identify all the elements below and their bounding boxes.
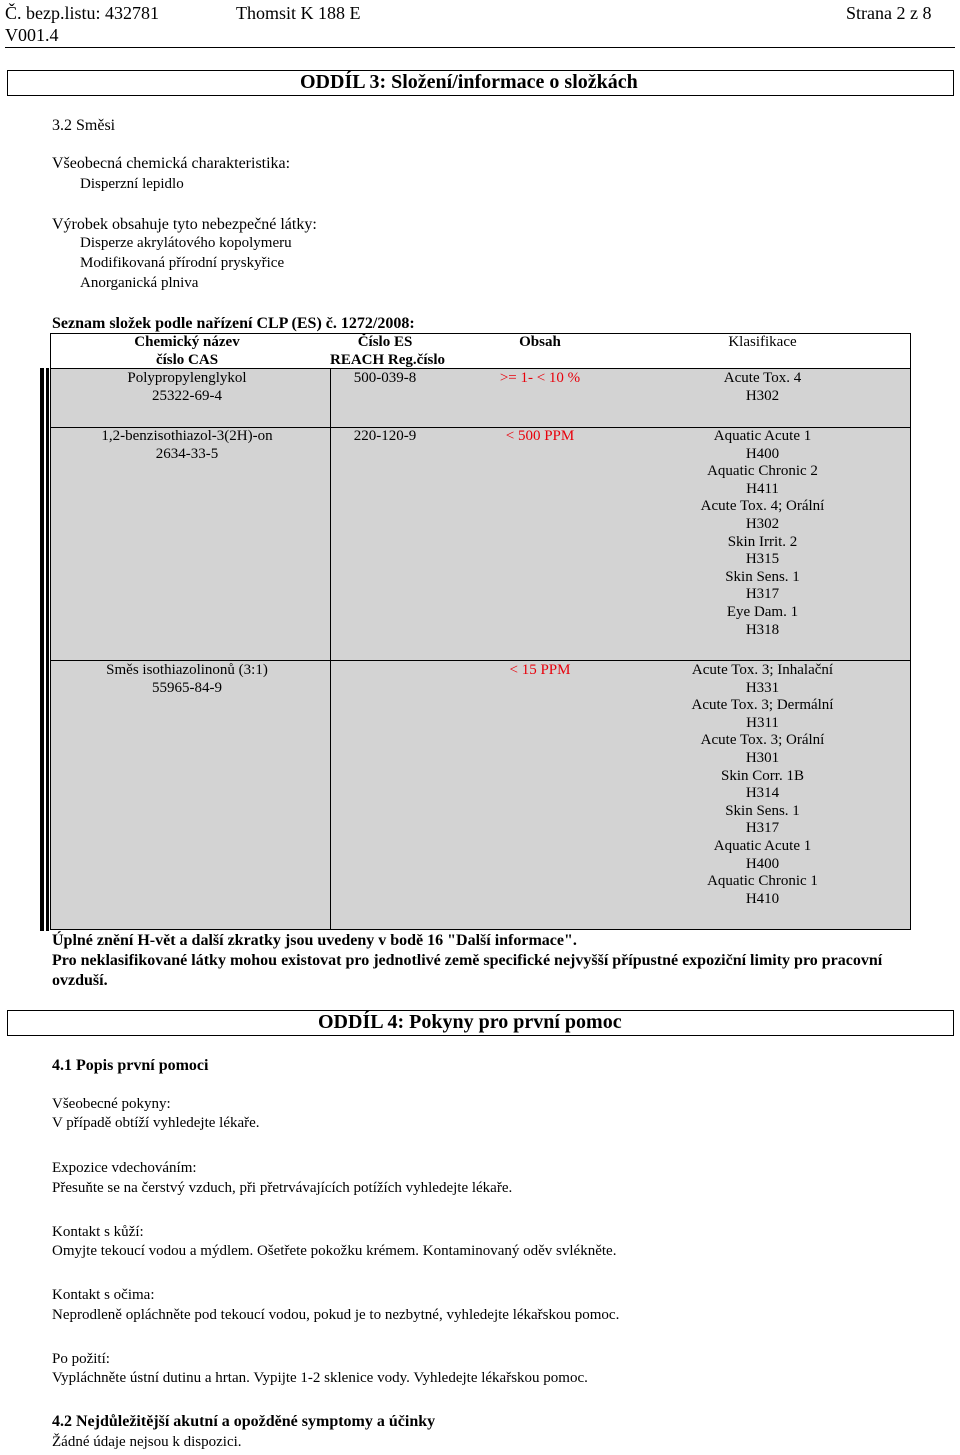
sheet-number: Č. bezp.listu: 432781: [5, 3, 159, 23]
component-name: Polypropylenglykol 25322-69-4: [127, 370, 247, 404]
page-number: Strana 2 z 8: [846, 3, 932, 23]
content-range: < 15 PPM: [509, 662, 571, 678]
component-list-title: Seznam složek podle nařízení CLP (ES) č. 1272/2008:: [52, 315, 415, 332]
first-aid-label: Expozice vdechováním:: [52, 1160, 197, 1176]
change-marker: [40, 368, 44, 931]
first-aid-label: Kontakt s očima:: [52, 1287, 155, 1303]
column-divider: [330, 427, 331, 661]
header-content: Obsah: [519, 334, 561, 350]
exposure-limits-note-cont: ovzduší.: [52, 972, 108, 989]
first-aid-text: Přesuňte se na čerstvý vzduch, při přetrvávajících potížích vyhledejte lékaře.: [52, 1180, 513, 1196]
content-range: < 500 PPM: [505, 428, 575, 444]
es-number: 500-039-8: [353, 370, 417, 386]
es-number: 220-120-9: [353, 428, 417, 444]
change-marker: [46, 368, 49, 931]
section4-2-text: Žádné údaje nejsou k dispozici.: [52, 1434, 242, 1450]
header-es: Číslo ES REACH Reg.číslo: [330, 334, 445, 368]
exposure-limits-note: Pro neklasifikované látky mohou existovat pro jednotlivé země specifické nejvyšší přípustné expoziční limity pro pracovní: [52, 952, 883, 969]
hazard-item: Modifikovaná přírodní pryskyřice: [80, 255, 285, 271]
general-label: Všeobecná chemická charakteristika:: [52, 155, 291, 172]
general-value: Disperzní lepidlo: [80, 176, 184, 192]
section3-title: ODDÍL 3: Složení/informace o složkách: [300, 71, 638, 93]
column-divider: [330, 660, 331, 930]
h-phrases-note: Úplné znění H-vět a další zkratky jsou uvedeny v bodě 16 "Další informace".: [52, 932, 577, 949]
first-aid-text: Vypláchněte ústní dutinu a hrtan. Vypijte 1-2 sklenice vody. Vyhledejte lékařskou pomoc.: [52, 1370, 588, 1386]
hazard-item: Anorganická plniva: [80, 275, 199, 291]
first-aid-label: Všeobecné pokyny:: [52, 1096, 171, 1112]
header-rule: [5, 47, 955, 48]
first-aid-text: Neprodleně opláchněte pod tekoucí vodou, pokud je to nezbytné, vyhledejte lékařskou pomoc.: [52, 1307, 620, 1323]
first-aid-text: Omyjte tekoucí vodou a mýdlem. Ošetřete pokožku krémem. Kontaminovaný oděv svlékněte.: [52, 1243, 617, 1259]
version: V001.4: [5, 25, 59, 45]
header-classification: Klasifikace: [728, 334, 797, 350]
content-range: >= 1- < 10 %: [499, 370, 581, 386]
classification-list: Aquatic Acute 1 H400 Aquatic Chronic 2 H411 Acute Tox. 4; Orální H302 Skin Irrit. 2 H315 Skin Sens. 1 H317 Eye Dam. 1 H318: [700, 428, 825, 638]
component-name: 1,2-benzisothiazol-3(2H)-on 2634-33-5: [101, 428, 273, 462]
section4-subheading: 4.1 Popis první pomoci: [52, 1057, 209, 1074]
component-name: Směs isothiazolinonů (3:1) 55965-84-9: [106, 662, 268, 696]
first-aid-text: V případě obtíží vyhledejte lékaře.: [52, 1115, 260, 1131]
product-name: Thomsit K 188 E: [236, 3, 361, 23]
section4-2-heading: 4.2 Nejdůležitější akutní a opožděné symptomy a účinky: [52, 1413, 436, 1430]
hazard-label: Výrobek obsahuje tyto nebezpečné látky:: [52, 216, 317, 233]
classification-list: Acute Tox. 4 H302: [723, 370, 802, 404]
section4-title: ODDÍL 4: Pokyny pro první pomoc: [318, 1011, 622, 1033]
classification-list: Acute Tox. 3; Inhalační H331 Acute Tox. 3; Dermální H311 Acute Tox. 3; Orální H301 Skin Corr. 1B H314 Skin Sens. 1 H317 Aquatic Acute 1 H400 Aquatic Chronic 1 H410: [691, 662, 834, 907]
header-name: Chemický název číslo CAS: [134, 334, 240, 368]
section3-subheading: 3.2 Směsi: [52, 117, 116, 134]
first-aid-label: Kontakt s kůží:: [52, 1224, 144, 1240]
hazard-item: Disperze akrylátového kopolymeru: [80, 235, 292, 251]
first-aid-label: Po požití:: [52, 1351, 110, 1367]
